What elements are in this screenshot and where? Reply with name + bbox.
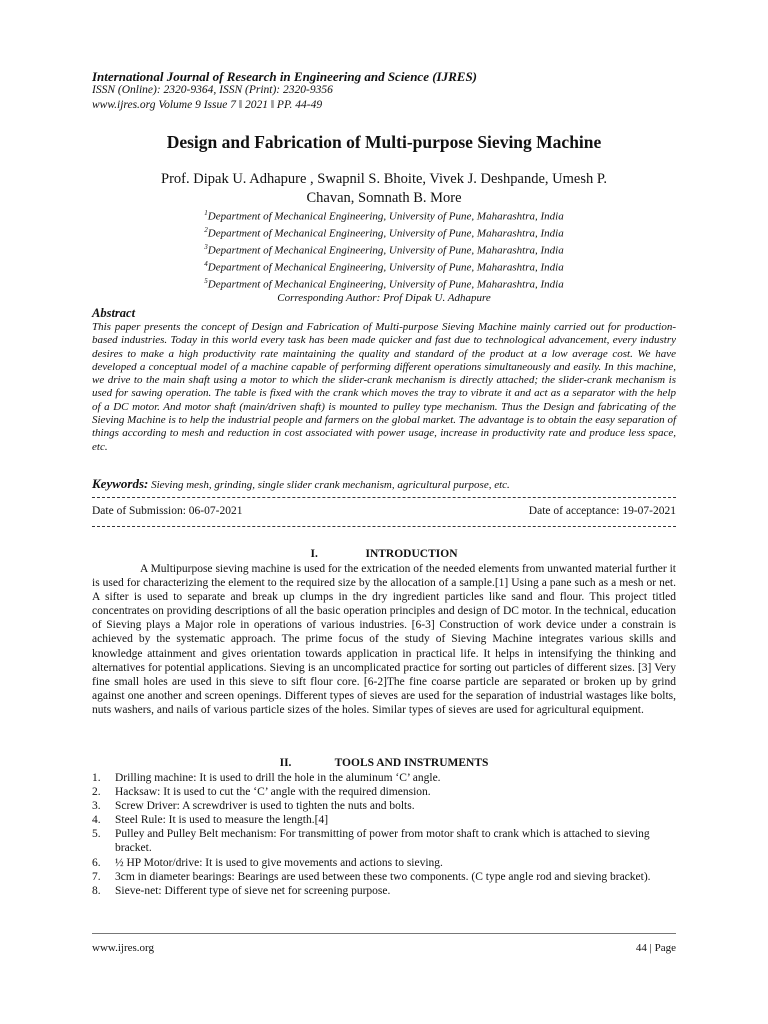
- keywords-label: Keywords:: [92, 476, 149, 491]
- list-item: 1. Drilling machine: It is used to drill the hole in the aluminum ‘C’ angle.: [92, 772, 441, 784]
- journal-name: International Journal of Research in Engineering and Science (IJRES): [92, 69, 478, 84]
- section-number: I.: [310, 548, 318, 560]
- affiliation-5: $^5$Department of Mechanical Engineering, University of Pune, Maharashtra, India: [204, 277, 564, 291]
- list-item: 5. Pulley and Pulley Belt mechanism: For transmitting of power from motor shaft to crank which is attached to sieving bracket.: [92, 828, 650, 855]
- footer-rule: [92, 933, 676, 934]
- section-number: II.: [279, 757, 292, 769]
- keywords-text: Sieving mesh, grinding, single slider crank mechanism, agricultural purpose, etc.: [151, 479, 510, 491]
- author-list: [92, 170, 676, 208]
- author-line-1: Prof. Dipak U. Adhapure , Swapnil S. Bhoite, Vivek J. Deshpande, Umesh P.: [161, 171, 607, 187]
- section-title: TOOLS AND INSTRUMENTS: [334, 757, 489, 769]
- author-line-2: Chavan, Somnath B. More: [306, 190, 462, 206]
- list-item: 3. Screw Driver: A screwdriver is used to tighten the nuts and bolts.: [92, 800, 415, 813]
- list-item: 4. Steel Rule: It is used to measure the length.[4]: [92, 814, 329, 827]
- section-heading-introduction: [92, 548, 676, 560]
- corresponding-author: Corresponding Author: Prof Dipak U. Adhapure: [277, 292, 491, 305]
- list-item: 2. Hacksaw: It is used to cut the ‘C’ angle with the required dimension.: [92, 786, 431, 799]
- acceptance-date: Date of acceptance: 19-07-2021: [528, 505, 676, 517]
- list-item: 8. Sieve-net: Different type of sieve net for screening purpose.: [92, 884, 391, 897]
- section-heading-tools: [92, 757, 676, 769]
- list-item: 7. 3cm in diameter bearings: Bearings are used between these two components. (C type angle rod and sieving bracket).: [92, 870, 651, 883]
- keywords: [92, 476, 676, 492]
- introduction-paragraph: A Multipurpose sieving machine is used for the extrication of the needed elements from unwanted material further it is used for characterizing the element to the required size by the allocation of a sample.[1] Using a pane such as a mesh or net. A sifter is used to separate and break up clumps in the dry ingredient particles like sand and flour. This project titled concentrates on providing descriptions of all the basic operation principles and design of DC motor. In the technical, education of Sieving plays a Major role in operations of various industries. [6-3] Construction of work device under a constrain is achieved by the systematic approach. The prime focus of the study of Sieving Machine integrates various skills and knowledge attainment and gives orientation towards application in practical life. It helps in intensifying the thinking and alternatives for potential applications. Sieving is an uncomplicated practice for sorting out particles of different sizes. [3] Very fine small holes are used in this sieve to sift flour core. [6-2]The fine coarse particle are separated or broken up by grind against one another and screen openings. Different types of sieves are used for the separation of industrial wastages like bolts, nuts washers, and nails of various particle sizes of the holes. Similar types of sieves are used for agricultural equipment.: [92, 563, 676, 716]
- journal-issue: www.ijres.org Volume 9 Issue 7 ǁ 2021 ǁ PP. 44-49: [92, 99, 323, 111]
- submission-date: Date of Submission: 06-07-2021: [92, 505, 243, 517]
- abstract-heading: Abstract: [92, 306, 136, 320]
- affiliation-3: $^3$Department of Mechanical Engineering, University of Pune, Maharashtra, India: [204, 243, 564, 257]
- section-title: INTRODUCTION: [365, 548, 458, 560]
- journal-issn: ISSN (Online): 2320-9364, ISSN (Print): 2320-9356: [92, 84, 333, 96]
- affiliation-1: $^1$Department of Mechanical Engineering, University of Pune, Maharashtra, India: [204, 209, 564, 223]
- affiliations: [92, 207, 676, 306]
- page-number: 44 | Page: [635, 942, 676, 954]
- introduction-body: [92, 562, 676, 717]
- list-item: 6. ½ HP Motor/drive: It is used to give movements and actions to sieving.: [92, 856, 443, 869]
- affiliation-4: $^4$Department of Mechanical Engineering, University of Pune, Maharashtra, India: [204, 260, 564, 274]
- divider-bottom: [92, 526, 676, 527]
- abstract-text: This paper presents the concept of Design and Fabrication of Multi-purpose Sieving Machine mainly carried out for production-based industries. Today in this world every task has been made quicker and fast due to technological advancement, every industry desires to make a high productivity rate maintaining the quality and standard of the product at a low average cost. We have developed a conceptual model of a machine capable of performing different operations simultaneously and easily. In this machine, we drive to the main shaft using a motor to which the slider-crank mechanism is directly attached; the slider-crank mechanism is used for sawing operation. The table is fixed with the crank which moves the tray to vibrate it and act as a separator with the help of a DC motor. And motor shaft (main/driven shaft) is mounted to pulley type mechanism. Thus the Design and fabricating of the Sieving Machine is to help the industrial people and farmers on the global market. The advantage is to obtain the easy separation of things according to mesh and reduction in cost associated with power usage, increase in productivity rate and produce less space, etc.: [92, 321, 676, 453]
- dates-row: [92, 505, 676, 517]
- affiliation-2: $^2$Department of Mechanical Engineering, University of Pune, Maharashtra, India: [204, 226, 564, 240]
- paper-title: Design and Fabrication of Multi-purpose Sieving Machine: [166, 132, 602, 152]
- tools-list: [92, 771, 676, 898]
- footer-website: www.ijres.org: [92, 942, 155, 954]
- divider-top: [92, 497, 676, 498]
